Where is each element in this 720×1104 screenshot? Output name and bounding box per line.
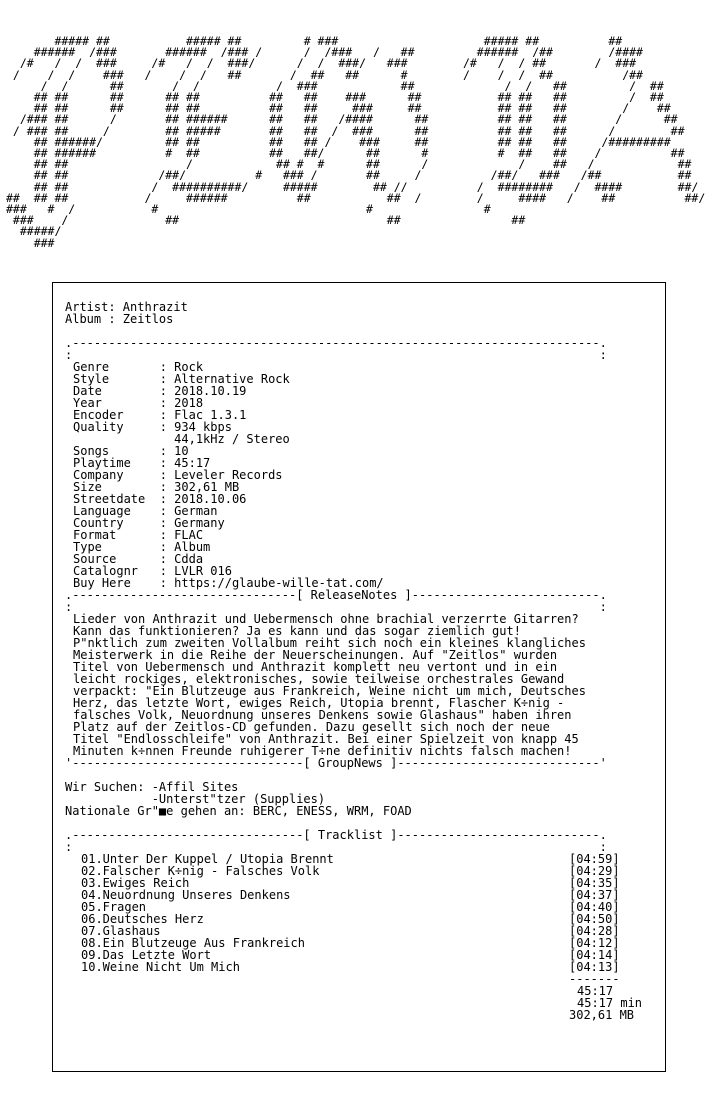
info-line: Songs : 10 [73,444,189,458]
total-size: 302,61 MB [569,1008,635,1022]
info-line: Size : 302,61 MB [73,480,240,494]
track-title: 02.Falscher K÷nig - Falsches Volk [81,864,320,878]
info-frame-top: .-------------------------------------------------------------------------. [65,336,607,350]
group-news-block [65,781,642,817]
tracklist-block [65,853,642,973]
info-line: Genre : Rock [73,360,204,374]
info-line: Streetdate : 2018.10.06 [73,492,247,506]
release-note-line: Kann das funktionieren? Ja es kann und das sogar ziemlich gut! [73,624,521,638]
info-line: Source : Cdda [73,552,204,566]
info-line: Quality : 934 kbps [73,420,232,434]
release-info-block [65,361,642,589]
info-line: Language : German [73,504,218,518]
track-duration: [04:35] [569,876,620,890]
track-duration: [04:59] [569,852,620,866]
info-line: Playtime : 45:17 [73,456,211,470]
group-news-line: Wir Suchen: -Affil Sites [65,780,239,794]
release-note-line: Platz auf der Zeitlos-CD gefunden. Dazu gesellt sich noch der neue [73,720,550,734]
artist-line: Artist: Anthrazit [65,300,188,314]
album-line: Album : Zeitlos [65,312,174,326]
nfo-content [65,301,642,1021]
release-note-line: Titel "Endlosschleife" von Anthrazit. Bei einer Spielzeit von knapp 45 [73,732,579,746]
track-duration: [04:29] [569,864,620,878]
track-duration: [04:12] [569,936,620,950]
info-line: Year : 2018 [73,396,204,410]
info-line: Style : Alternative Rock [73,372,290,386]
nfo-frame [52,282,666,1072]
track-duration: [04:50] [569,912,620,926]
track-title: 03.Ewiges Reich [81,876,190,890]
track-title: 04.Neuordnung Unseres Denkens [81,888,291,902]
track-duration: [04:13] [569,960,620,974]
info-line: Buy Here : https://glaube-wille-tat.com/ [73,576,384,590]
track-row [65,961,642,973]
tracklist-edge: : : [65,840,607,854]
group-news-header: '--------------------------------[ GroupNews ]----------------------------' [65,756,607,770]
info-line: 44,1kHz / Stereo [73,432,290,446]
info-line: Date : 2018.10.19 [73,384,247,398]
track-title: 05.Fragen [81,900,147,914]
track-title: 06.Deutsches Herz [81,912,204,926]
release-note-line: falsches Volk, Neuordnung unseres Denkens sowie Glashaus" haben ihren [73,708,572,722]
release-note-line: Herz, das letzte Wort, ewiges Reich, Utopia brennt, Flascher K÷nig - [73,696,565,710]
tracklist-header: .--------------------------------[ Tracklist ]----------------------------. [65,828,607,842]
release-note-line: P"nktlich zum zweiten Vollalbum reiht sich noch ein kleines klangliches [73,636,586,650]
total-time: 45:17 [577,984,614,998]
release-note-line: Minuten k÷nnen Freunde ruhigerer T÷ne definitiv nichts falsch machen! [73,744,572,758]
info-line: Catalognr : LVLR 016 [73,564,232,578]
track-duration: [04:37] [569,888,620,902]
track-duration: [04:14] [569,948,620,962]
release-note-line: Lieder von Anthrazit und Uebermensch ohne brachial verzerrte Gitarren? [73,612,579,626]
totals-separator: ------- [569,972,620,986]
release-notes-edge: : : [65,600,607,614]
track-duration: [04:40] [569,900,620,914]
track-title: 09.Das Letzte Wort [81,948,212,962]
track-row [65,889,642,901]
release-note-line: leicht rockiges, elektronisches, sowie teilweise orchestrales Gewand [73,672,565,686]
release-note-line: Titel von Uebermensch und Anthrazit komplett neu vertont und in ein [73,660,558,674]
track-title: 07.Glashaus [81,924,161,938]
track-title: 01.Unter Der Kuppel / Utopia Brennt [81,852,334,866]
info-line: Country : Germany [73,516,225,530]
group-news-line: -Unterst"tzer (Supplies) [65,792,326,806]
track-title: 08.Ein Blutzeuge Aus Frankreich [81,936,305,950]
info-line: Encoder : Flac 1.3.1 [73,408,247,422]
release-note-line: verpackt: "Ein Blutzeuge aus Frankreich, Weine nicht um mich, Deutsches [73,684,586,698]
release-note-line: Meisterwerk in die Reihe der Neuerscheinungen. Auf "Zeitlos" wurden [73,648,558,662]
track-duration: [04:28] [569,924,620,938]
info-frame-edge: : : [65,348,607,362]
total-minutes: 45:17 min [577,996,643,1010]
ascii-logo: ##### ## ##### ## # ### ##### ## ## ###### /### ###### /### / / /### / ## ###### /## /#### /# / / ### /# / / ###/ / / ###/ ### /# / / ## / ### / / / ### / / / ## / ## ## # / / / ## /## / / ## / / / ### ## / / ## / ## ## ## ## ## ## ## ## ### ## ## ## ## / ## ## ## ## ## ## ## ## ### ## ## ## ## / ## /### ## / ## ###### ## ## /#### ## ## ## ## / ## / ### ## / ## ##### ## ## / ### ## ## ## ## / ## ## ######/ ## ## ## ## / ### ## ## ## ## /######### ## ###### # ## ## ##/ ## # # ## ## / ## ## ## / ## # # ## / / ## / ## ## ## /##/ # ### / ## / /##/ ### /## ## ## ## / ##########/ ##### ## // / ######## / #### ##/ ## ## ## / ###### ## ## / / #### / ## ##/ ### # / # # # ### / ## ## ## #####/ ### [6,34,706,250]
release-notes-block [65,613,642,757]
group-news-line: Nationale Gr"■e gehen an: BERC, ENESS, WRM, FOAD [65,804,412,818]
info-line: Company : Leveler Records [73,468,283,482]
release-notes-header: .-------------------------------[ ReleaseNotes ]--------------------------. [65,588,607,602]
info-line: Type : Album [73,540,211,554]
info-line: Format : FLAC [73,528,204,542]
track-title: 10.Weine Nicht Um Mich [81,960,240,974]
